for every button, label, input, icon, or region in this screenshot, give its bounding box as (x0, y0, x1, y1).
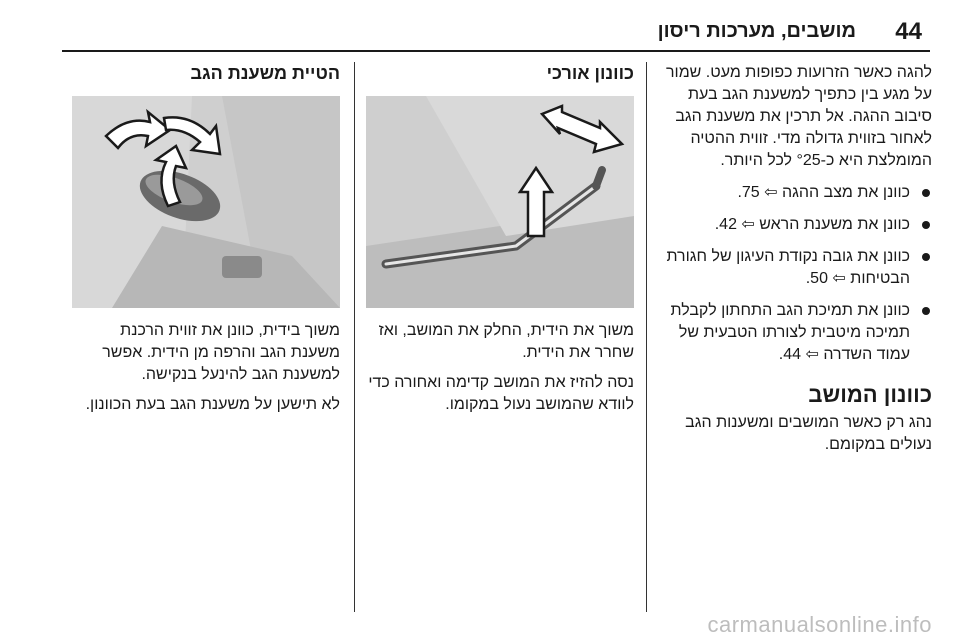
intro-paragraph: להגה כאשר הזרועות כפופות מעט. שמור על מגע בין כתפיך למשענת הגב בעת סיבוב ההגה. אל תרכין את משענת הגב לאחור בזווית גדולה מדי. זווית ההטיה המומלצת היא כ-°25 לכל היותר. (665, 64, 932, 169)
list-item (652, 300, 932, 366)
right-column (652, 62, 932, 464)
column-divider (646, 62, 647, 612)
longitudinal-adjust-illustration (366, 96, 634, 308)
list-item-text[interactable]: כוונן את מצב ההגה ⇦ 75. (737, 184, 910, 201)
list-item (652, 182, 932, 204)
backrest-recline-illustration (72, 96, 340, 308)
page-header (62, 14, 930, 52)
column-divider (354, 62, 355, 612)
bullet-icon (922, 221, 930, 229)
page-title: מושבים, מערכות ריסון (657, 20, 856, 42)
middle-column (366, 62, 634, 424)
page-number: 44 (895, 18, 922, 45)
instruction-paragraph: משוך בידית, כוונן את זווית הרכנת משענת הגב והרפה מן הידית. אפשר למשענת הגב להינעל בנקישה. (102, 322, 340, 383)
instruction-paragraph: משוך את הידית, החלק את המושב, ואז שחרר את הידית. (378, 322, 634, 361)
adjustment-list (652, 182, 932, 366)
seat-lever-illustration (72, 96, 340, 308)
watermark: carmanualsonline.info (707, 612, 932, 637)
left-column (70, 62, 340, 424)
list-item (652, 246, 932, 290)
seat-rail-illustration (366, 96, 634, 308)
list-item-text[interactable]: כוונן את גובה נקודת העיגון של חגורת הבטיחות ⇦ 50. (666, 248, 910, 287)
header-rule (62, 50, 930, 52)
list-item (652, 214, 932, 236)
section-paragraph: נהג רק כאשר המושבים ומשענות הגב נעולים במקומם. (685, 414, 932, 453)
bullet-icon (922, 307, 930, 315)
bullet-icon (922, 253, 930, 261)
instruction-paragraph: לא תישען על משענת הגב בעת הכוונון. (85, 396, 340, 413)
section-title: כוונון אורכי (546, 63, 634, 83)
instruction-paragraph: נסה להזיז את המושב קדימה ואחורה כדי לוודא שהמושב נעול במקומו. (368, 374, 634, 413)
list-item-text[interactable]: כוונן את משענת הראש ⇦ 42. (714, 216, 910, 233)
bullet-icon (922, 189, 930, 197)
section-title: כוונון המושב (808, 382, 932, 407)
section-title: הטיית משענת הגב (190, 63, 340, 83)
list-item-text[interactable]: כוונן את תמיכת הגב התחתון לקבלת תמיכה מיטבית לצורתו הטבעית של עמוד השדרה ⇦ 44. (670, 302, 910, 363)
